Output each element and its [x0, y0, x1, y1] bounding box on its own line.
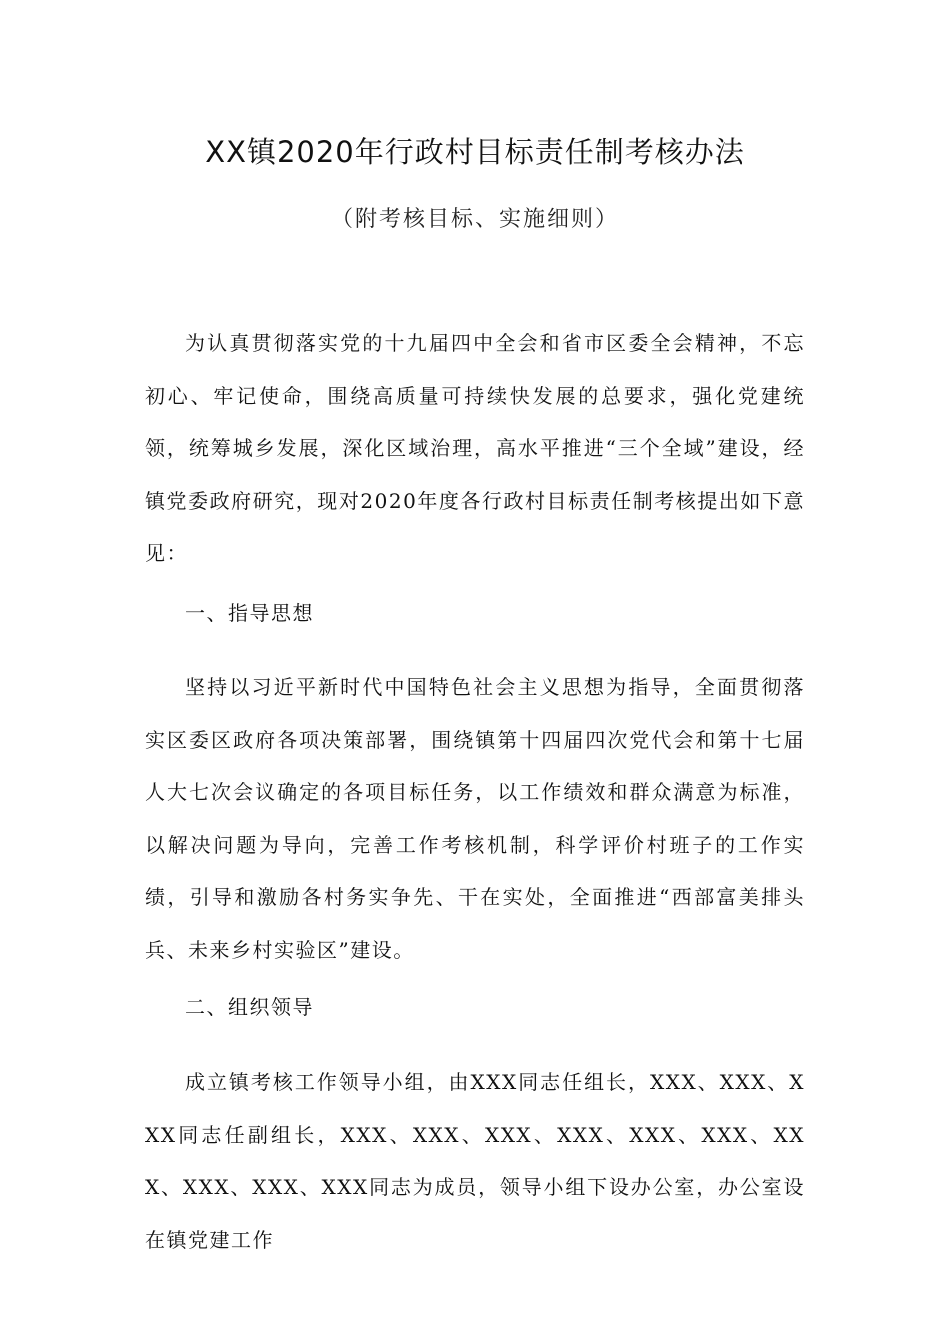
section-paragraph-guiding-ideology: 坚持以习近平新时代中国特色社会主义思想为指导，全面贯彻落实区委区政府各项决策部署，围绕镇第十四届四次党代会和第十七届人大七次会议确定的各项目标任务，以工作绩效和群众满意为标准，以解决问题为导向，完善工作考核机制，科学评价村班子的工作实绩，引导和激励各村务实争先、干在实处，全面推进“西部富美排头兵、未来乡村实验区”建设。 — [145, 675, 805, 962]
document-subtitle: （附考核目标、实施细则） — [330, 207, 619, 232]
section-heading-organization: 二、组织领导 — [185, 995, 314, 1019]
section-heading-guiding-ideology: 一、指导思想 — [185, 601, 314, 625]
intro-paragraph: 为认真贯彻落实党的十九届四中全会和省市区委全会精神，不忘初心、牢记使命，围绕高质量可持续快发展的总要求，强化党建统领，统筹城乡发展，深化区域治理，高水平推进“三个全域”建设，经镇党委政府研究，现对2020年度各行政村目标责任制考核提出如下意见： — [145, 331, 805, 565]
section-paragraph-organization: 成立镇考核工作领导小组，由XXX同志任组长，XXX、XXX、XXX同志任副组长，XXX、XXX、XXX、XXX、XXX、XXX、XXX、XXX、XXX、XXX同志为成员，领导小组下设办公室，办公室设在镇党建工作 — [145, 1070, 805, 1252]
document-title: XX镇2020年行政村目标责任制考核办法 — [205, 135, 745, 169]
